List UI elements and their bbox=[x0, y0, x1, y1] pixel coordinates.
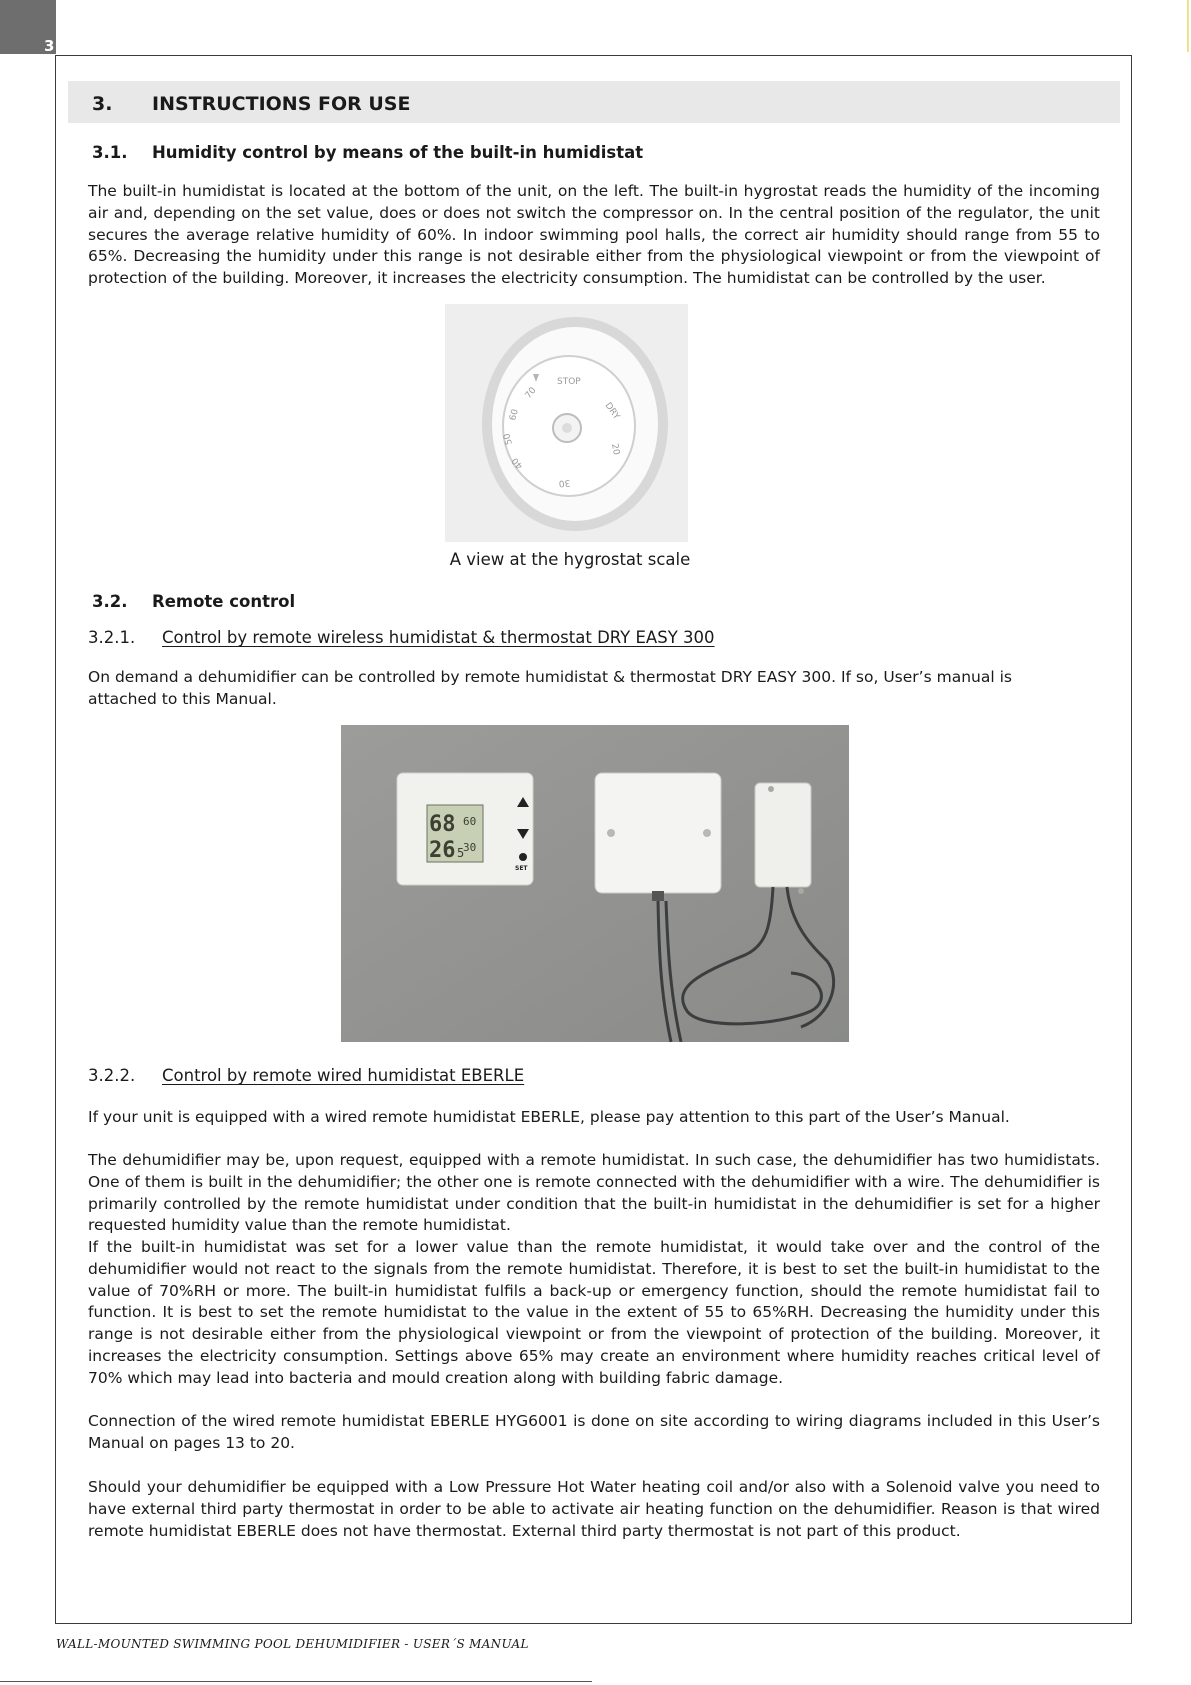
dial-label-stop: STOP bbox=[557, 377, 581, 387]
bottom-rule bbox=[0, 1681, 592, 1682]
heading-3-2-2 bbox=[88, 1066, 524, 1085]
dial-label-70: 70 bbox=[523, 385, 539, 401]
paragraph-3-2-2-connection: Connection of the wired remote humidistat EBERLE HYG6001 is done on site according to wiring diagrams included in this User’s Manual on pages 13 to 20. bbox=[88, 1412, 1100, 1452]
lcd-temperature: 26 bbox=[429, 838, 456, 863]
lcd-set-humidity: 60 bbox=[463, 815, 477, 828]
dial-label-30: 30 bbox=[558, 477, 571, 488]
heading-3-2-1 bbox=[88, 628, 715, 647]
page-number-tab bbox=[0, 0, 56, 54]
sensor-unit bbox=[755, 783, 811, 894]
lcd-temperature-decimal: 5 bbox=[457, 846, 465, 860]
heading-3-1 bbox=[92, 143, 643, 162]
dial-label-dry: DRY bbox=[602, 400, 622, 422]
junction-box bbox=[595, 773, 721, 901]
footer-manual-title: WALL-MOUNTED SWIMMING POOL DEHUMIDIFIER - USER´S MANUAL bbox=[56, 1637, 529, 1651]
paragraph-3-2-2-two-humidistats: The dehumidifier may be, upon request, equipped with a remote humidistat. In such case, the dehumidifier has two humidistats. One of them is built in the dehumidifier; the other one is remote connected with the dehumidifier with a wire. The dehumidifier is primarily controlled by the remote humidistat under condition that the built-in humidistat in the dehumidifier is set for a higher requested humidity value than the remote humidistat. bbox=[88, 1151, 1100, 1235]
hygrostat-caption: A view at the hygrostat scale bbox=[449, 550, 691, 569]
paragraph-3-2-2-intro: If your unit is equipped with a wired remote humidistat EBERLE, please pay attention to this part of the User’s Manual. bbox=[88, 1108, 1010, 1126]
section-number: 3. bbox=[92, 93, 113, 115]
heading-3-2-2-title: Control by remote wired humidistat EBERLE bbox=[162, 1066, 525, 1085]
paragraph-3-2-2-settings: If the built-in humidistat was set for a lower value than the remote humidistat, it would take over and the control of the dehumidifier would not react to the signals from the remote humidistat. Therefore, it is best to set the built-in humidistat to the value of 70%RH or more. The built-in humidistat fulfils a back-up or emergency function, should the remote humidistat fail to function. It is best to set the remote humidistat to the value in the extent of 55 to 65%RH. Decreasing the humidity under this range is not desirable either from the physiological viewpoint or from the viewpoint of protection of the building. Moreover, it increases the electricity consumption. Settings above 65% may create an environment where humidity reaches critical level of 70% which may lead into bacteria and mould creation along with building fabric damage. bbox=[88, 1238, 1100, 1387]
set-button-dot-icon bbox=[519, 853, 527, 861]
lcd-set-temperature: 30 bbox=[463, 841, 477, 854]
lcd-humidity: 68 bbox=[429, 812, 456, 837]
set-label: SET bbox=[515, 865, 528, 872]
dial-label-50: 50 bbox=[502, 432, 515, 446]
heading-3-1-number: 3.1. bbox=[92, 143, 128, 162]
paragraph-3-2-2-heating-coil: Should your dehumidifier be equipped with a Low Pressure Hot Water heating coil and/or also with a Solenoid valve you need to have external third party thermostat in order to be able to activate air heating function on the dehumidifier. Reason is that wired remote humidistat EBERLE does not have thermostat. External third party thermostat is not part of this product. bbox=[88, 1478, 1100, 1540]
heading-3-2-title: Remote control bbox=[152, 592, 296, 611]
paragraph-3-2-1: On demand a dehumidifier can be controlled by remote humidistat & thermostat DRY EASY 300. If so, User’s manual is attached to this Manual. bbox=[88, 668, 1012, 708]
section-header bbox=[68, 81, 1120, 123]
page-number: 3 bbox=[44, 37, 55, 55]
thermostat-unit bbox=[397, 773, 533, 885]
dry-easy-300-photo bbox=[341, 725, 849, 1042]
dial-label-40: 40 bbox=[510, 455, 526, 471]
section-title: INSTRUCTIONS FOR USE bbox=[152, 93, 411, 115]
dial-label-20: 20 bbox=[609, 442, 621, 456]
heading-3-2-1-title: Control by remote wireless humidistat & thermostat DRY EASY 300 bbox=[162, 628, 715, 647]
heading-3-2-2-number: 3.2.2. bbox=[88, 1066, 136, 1085]
paragraph-3-1: The built-in humidistat is located at the bottom of the unit, on the left. The built-in hygrostat reads the humidity of the incoming air and, depending on the set value, does or does not switch the compressor on. In the central position of the regulator, the unit secures the average relative humidity of 60%. In indoor swimming pool halls, the correct air humidity should range from 55 to 65%. Decreasing the humidity under this range is not desirable either from the physiological viewpoint or from the viewpoint of protection of the building. Moreover, it increases the electricity consumption. The humidistat can be controlled by the user. bbox=[88, 182, 1100, 288]
hygrostat-dial-photo bbox=[445, 304, 688, 542]
heading-3-2-1-number: 3.2.1. bbox=[88, 628, 136, 647]
dial-label-60: 60 bbox=[508, 408, 521, 422]
edge-mark bbox=[1187, 0, 1189, 52]
heading-3-1-title: Humidity control by means of the built-in humidistat bbox=[152, 143, 644, 162]
heading-3-2-number: 3.2. bbox=[92, 592, 128, 611]
heading-3-2 bbox=[92, 592, 295, 611]
